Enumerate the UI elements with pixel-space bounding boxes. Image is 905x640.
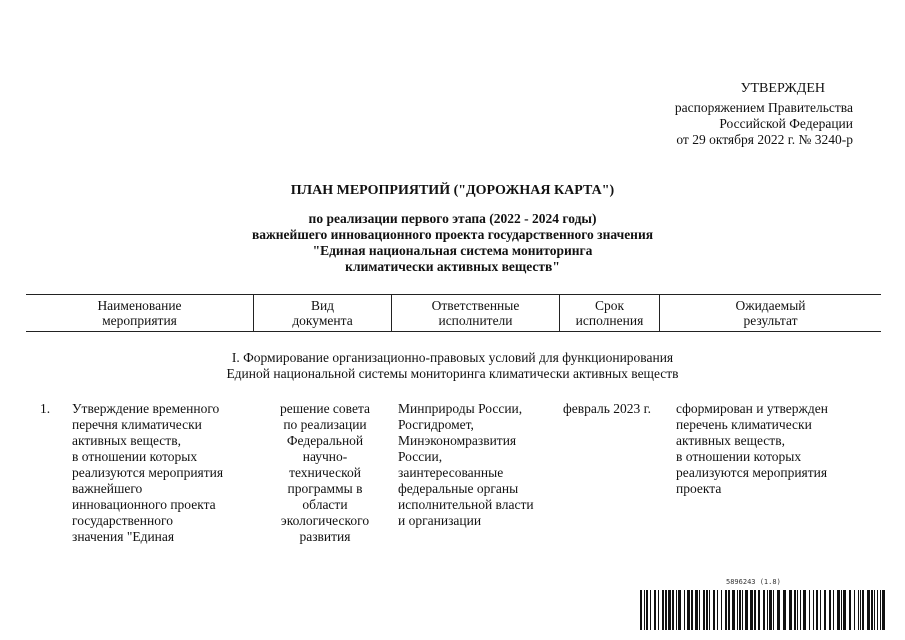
document-subtitle-line: "Единая национальная система мониторинга [312,243,593,258]
section-heading [0,350,905,382]
cell-line: Росгидромет, [398,417,474,432]
approved-label: УТВЕРЖДЕН [740,81,825,96]
cell-line: проекта [676,481,722,496]
approval-stamp [633,81,853,148]
section-heading-line: I. Формирование организационно-правовых условий для функционирования [231,350,674,365]
cell-line: сформирован и утвержден [676,401,828,416]
decree-line: Российской Федерации [719,116,853,131]
decree-line: распоряжением Правительства [674,100,853,115]
cell-line: Минэкономразвития [398,433,517,448]
barcode-icon [640,578,885,630]
cell-line: февраль 2023 г. [563,401,652,416]
cell-line: программы в [287,481,363,496]
header-text: Ответственные [431,298,520,313]
document-subtitle-line: климатически активных веществ" [345,259,560,274]
cell-line: активных веществ, [72,433,181,448]
section-heading-line: Единой национальной системы мониторинга климатически активных веществ [226,366,679,381]
header-cell-document [254,295,392,331]
cell-line: научно- [302,449,348,464]
header-cell-name [26,295,254,331]
document-subtitle-line: по реализации первого этапа (2022 - 2024 годы) [308,211,597,226]
header-text: исполнения [575,313,644,328]
cell-line: области [302,497,348,512]
decree-line: от 29 октября 2022 г. № 3240-р [676,132,853,147]
cell-line: Минприроды России, [398,401,523,416]
header-text: результат [743,313,798,328]
header-text: исполнители [438,313,513,328]
expected-result-cell [676,401,866,497]
executors-cell [398,401,553,529]
cell-line: инновационного проекта [72,497,216,512]
table-header [26,294,881,332]
cell-line: федеральные органы [398,481,519,496]
cell-line: Утверждение временного [72,401,220,416]
cell-line: значения "Единая [72,529,175,544]
term-cell [563,401,673,417]
header-cell-result [660,295,881,331]
cell-line: перечня климатически [72,417,202,432]
cell-line: исполнительной власти [398,497,534,512]
row-number: 1. [40,401,51,416]
cell-line: развития [299,529,351,544]
header-text: Ожидаемый [735,298,806,313]
cell-line: государственного [72,513,173,528]
event-name-cell [72,401,252,545]
cell-line: Федеральной [286,433,364,448]
cell-line: и организации [398,513,482,528]
cell-line: в отношении которых [676,449,802,464]
document-title: ПЛАН МЕРОПРИЯТИЙ ("ДОРОЖНАЯ КАРТА") [290,183,615,198]
cell-line: России, [398,449,443,464]
header-text: Наименование [97,298,182,313]
header-text: мероприятия [102,313,177,328]
cell-line: экологического [280,513,370,528]
cell-line: важнейшего [72,481,143,496]
cell-line: решение совета [279,401,371,416]
document-title-block [0,183,905,275]
cell-line: по реализации [283,417,367,432]
cell-line: реализуются мероприятия [676,465,828,480]
header-text: документа [292,313,353,328]
document-type-cell [266,401,384,545]
cell-line: перечень климатически [676,417,812,432]
header-text: Вид [310,298,335,313]
cell-line: реализуются мероприятия [72,465,224,480]
table-row [0,401,905,571]
document-subtitle-line: важнейшего инновационного проекта государственного значения [251,227,654,242]
barcode-number: 5896243 (1.8) [726,578,781,586]
cell-line: в отношении которых [72,449,198,464]
cell-line: заинтересованные [398,465,504,480]
header-cell-term [560,295,660,331]
header-cell-executors [392,295,560,331]
cell-line: технической [289,465,361,480]
header-text: Срок [594,298,625,313]
cell-line: активных веществ, [676,433,785,448]
